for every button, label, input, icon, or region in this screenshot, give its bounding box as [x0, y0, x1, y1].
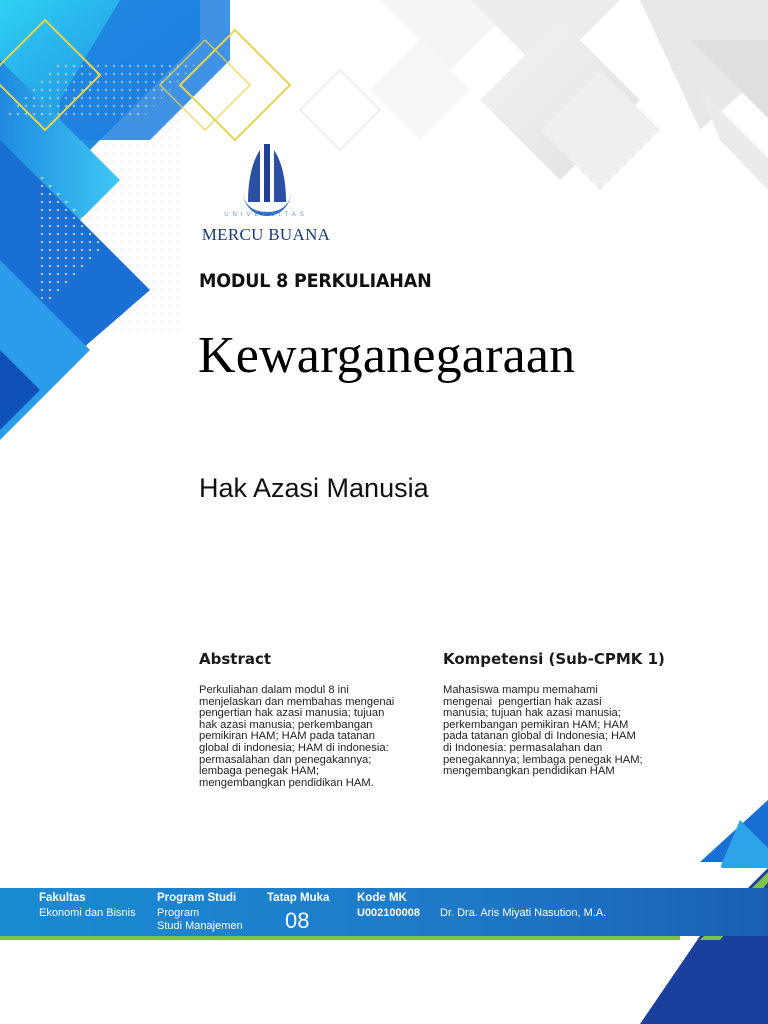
page-subtitle: Hak Azasi Manusia	[199, 473, 429, 503]
abstract-text	[199, 685, 435, 789]
footer-prodi-value-2: Studi Manajemen	[157, 920, 243, 932]
footer-fakultas-value: Ekonomi dan Bisnis	[39, 907, 136, 919]
kompetensi-line: penegakannya; lembaga penegak HAM;	[443, 753, 643, 766]
footer-fakultas-label: Fakultas	[39, 892, 86, 904]
abstract-line: pemikiran HAM; HAM pada tatanan	[199, 730, 375, 743]
grey-diamond-pattern	[300, 0, 768, 190]
kompetensi-line: Mahasiswa mampu memahami	[443, 684, 598, 696]
abstract-heading: Abstract	[199, 650, 272, 668]
kompetensi-line: mengenai pengertian hak azasi	[443, 695, 602, 708]
abstract-line: Perkuliahan dalam modul 8 ini	[199, 684, 349, 696]
footer-kode-value: U002100008	[357, 907, 421, 919]
abstract-line: global di indonesia; HAM di indonesia:	[199, 741, 389, 754]
kompetensi-line: di Indonesia: permasalahan dan	[443, 741, 603, 754]
footer-lecturer: Dr. Dra. Aris Miyati Nasution, M.A.	[440, 907, 607, 919]
kompetensi-heading: Kompetensi (Sub-CPMK 1)	[443, 650, 665, 668]
kompetensi-line: perkembangan pemikiran HAM; HAM	[443, 718, 629, 731]
footer-prodi-value-1: Program	[157, 907, 200, 919]
footer-tatap-label: Tatap Muka	[267, 892, 330, 904]
footer-kode-label: Kode MK	[357, 892, 407, 904]
abstract-line: mengembangkan pendidikan HAM.	[199, 776, 374, 789]
module-label: MODUL 8 PERKULIAHAN	[199, 270, 432, 292]
abstract-line: pengertian hak azasi manusia; tujuan	[199, 707, 385, 720]
kompetensi-line: mengembangkan pendidikan HAM	[443, 765, 615, 778]
logo-name: MERCU BUANA	[201, 225, 331, 244]
logo-subtext: UNIVERSITAS	[224, 212, 308, 218]
abstract-line: lembaga penegak HAM;	[199, 765, 320, 778]
abstract-line: permasalahan dan penegakannya;	[199, 753, 372, 766]
abstract-line: hak azasi manusia; perkembangan	[199, 718, 373, 731]
footer-prodi-label: Program Studi	[157, 892, 237, 904]
kompetensi-line: manusia; tujuan hak azasi manusia;	[443, 707, 621, 720]
kompetensi-text	[443, 685, 683, 778]
mercu-buana-emblem-icon	[242, 144, 292, 216]
footer-accent-stripe	[0, 936, 680, 940]
page-title: Kewarganegaraan	[198, 327, 576, 384]
kompetensi-line: pada tatanan global di Indonesia; HAM	[443, 730, 636, 743]
footer-tatap-value: 08	[285, 908, 310, 933]
abstract-line: menjelaskan dan membahas mengenai	[199, 695, 395, 708]
